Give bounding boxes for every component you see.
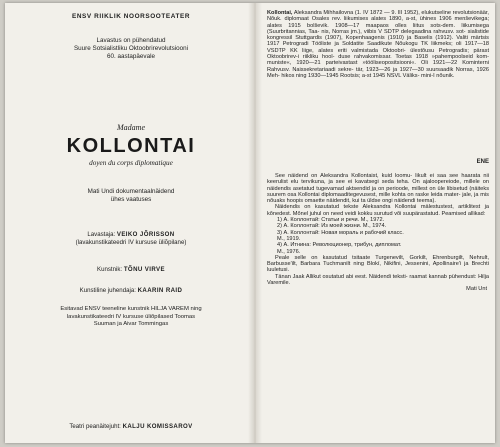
genre-line: Mati Undi dokumentaalnäidend — [87, 188, 175, 195]
source-item: 4) А. Итнина: Революционер, трибун, дипломат. — [277, 242, 402, 249]
source-item: 3) А. Коллонтай: Новая мораль и рабочий класс. — [277, 229, 404, 236]
notes-line: näidendis asetatud tugevamad aktsendid ja on perioode, — [267, 185, 410, 192]
notes-line: likult ei saa see haarata nii keerulist elu tervikuna, ja see — [267, 173, 490, 186]
artist-name: TÕNU VIRVE — [123, 266, 165, 273]
biography-line: olles liitus sots-dem. liikumisega (Suurbritannias, Taa- — [267, 22, 489, 35]
play-title: KOLLONTAI — [66, 135, 196, 157]
quotes-line: ning Blokí, Nikifini, Jessenini, Apollinaire'i ja Brechti — [353, 261, 489, 268]
biography-line: ülestõusu Petrogradis; pärast Oktoobrirev-i riikliku hool- — [267, 47, 489, 61]
chief-director-credit — [17, 423, 245, 431]
notes-line: veidi kokku surutud või suupärastatud. Peamised allikad: — [344, 210, 486, 217]
theatre-name: ENSV RIIKLIK NOORSOOTEATER — [71, 13, 191, 20]
biography-entry — [267, 10, 489, 79]
source-item: М., 1919. — [277, 235, 301, 242]
biography-line: muniste«, 1920—21 parteivastast »tööliseopositsiooni«. Oli — [267, 60, 428, 67]
performers-line: Esitavad ENSV teeneline kunstnik HILJA VAREM ning — [60, 306, 202, 312]
biography-line: Osales rev. liikumises alates 1890, a-st, ühines 1906 — [311, 16, 452, 23]
thanks-paragraph — [267, 274, 489, 287]
notes-line: ei kavatsegi seda teha. On ajaloopereiode, millele on — [347, 179, 489, 186]
director-note: (lavakunstikateedri IV kursuse üliõpilane) — [75, 239, 187, 246]
notes-line: Näidendis on kasutatud tekste Aleksandra Kollontai — [275, 204, 417, 211]
notes-paragraph — [267, 204, 489, 217]
chief-director-label: Teatri peanäitejuht: — [69, 423, 121, 430]
notes-line: mälestustest, artiklitest ja kõnedest. Mõnel juhul on need — [267, 204, 489, 217]
director-credit — [17, 231, 245, 247]
play-subtitle: doyen du corps diplomatique — [89, 159, 173, 167]
supervisor-credit — [17, 287, 245, 295]
supervisor-name: KAARIN RAID — [137, 287, 183, 294]
quotes-line: luuletusi. — [267, 267, 290, 274]
quotes-line: Peale selle on kasutatud tsitaate Turgenevilt, Gorkilt, — [275, 254, 428, 261]
thanks-line: raamat kannab pühendust: Hilja Varemile. — [267, 273, 489, 287]
notes-line: üldse ongi näidendi teema). — [367, 198, 436, 205]
encyclopedia-source: ENE — [476, 159, 489, 165]
biography-line: Tööliste ja Soldatite Saadikute Nõukogu TK liikmeks; oli — [311, 41, 462, 48]
director-label: Lavastaja: — [87, 231, 116, 238]
artist-credit — [17, 266, 245, 274]
performers-line: lavakunstikateedri IV kursuse üliõpilased Toomas — [66, 313, 196, 320]
dedication-line: Lavastus on pühendatud — [96, 37, 166, 44]
author-signature: Mati Unt — [466, 286, 487, 293]
notes-paragraph — [267, 173, 489, 204]
performers-credit — [17, 306, 245, 329]
biography-line: tär, 1923—26 ja 1927—30 suursaadik Norras, 1926 Meh- — [267, 66, 489, 79]
author-notes — [267, 173, 489, 293]
biography-line: menševikega; alates 1915 bolševik. 1908—17 maapaos — [267, 16, 490, 29]
biography-line: sialistide kongressil Stuttgardis (1907), Kopenhaagenis — [267, 28, 490, 42]
dedication-line: Suure Sotsialistliku Oktoobrirevolutsiooni — [73, 45, 189, 52]
performers-line: Suuman ja Aivar Tommingas — [93, 321, 169, 327]
source-item: 1) А. Коллонтай: Статьи и речи. М., 1972. — [277, 217, 385, 224]
chief-director-name: KALJU KOMISSAROV — [122, 423, 193, 430]
dedication-block — [17, 37, 245, 61]
title-prefix: Madame — [117, 123, 145, 132]
notes-line: See näidend on Aleksandra Kollontaist, kuid loomu- — [275, 173, 413, 179]
biography-name: Kollontai, — [267, 10, 293, 16]
genre-info — [17, 188, 245, 204]
biography-line: hikos ning 1930—1945 Rootsis; a-st 1945 NSVL Väliks- — [281, 72, 420, 79]
artist-label: Kunstnik: — [97, 266, 123, 273]
biography-line: nis, Norras jm.), viibis V SDTP delegaadina rahvusv. sot- — [321, 28, 466, 35]
quotes-line: Ehrenburgilt, Nehrult, Barbusse'ilt, Barbara Tuchmanilt — [267, 254, 490, 268]
biography-line: Aleksandra Mihhailovna (1. IV 1872 — — [293, 10, 390, 16]
biography-line: 1917—18 VSDTP KK liige, alates eriti valmistada Oktoobri- — [267, 41, 490, 54]
dedication-line: 60. aastapäevale — [107, 53, 155, 60]
quotes-paragraph — [267, 255, 489, 274]
right-page — [267, 3, 489, 443]
program-sheet — [5, 3, 495, 443]
source-item: М., 1976. — [277, 248, 301, 255]
biography-line: mini-I nõunik. — [421, 72, 455, 79]
notes-line: jale, ja mis nõuaks hoopis omaette näidendit, kui ta — [267, 191, 489, 205]
supervisor-label: Kunstiline juhendaja: — [79, 287, 136, 294]
thanks-line: Tänan Jaak Allikut osutatud abi eest. Näidendi teksti- — [275, 273, 408, 280]
page-fold — [248, 3, 262, 443]
biography-line: duse rahvakomissar. Toetas 1918 »pahempoolseid kom- — [338, 54, 489, 61]
biography-line: 9. III 1952), elukutseline revolutsionäär, Nõuk. diplomaat — [267, 10, 489, 23]
notes-line: millest on üle libisetud (näiteks suurem osa Kollontai — [267, 185, 489, 198]
left-page — [17, 3, 245, 443]
biography-line: (1910) ja Baselis (1912). Valiti märtsis 1917 Petrogradi — [267, 35, 489, 48]
notes-line: diplomaaditegevusest, mille kohta on raske leida mater- — [321, 191, 461, 198]
source-item: 2) А. Коллонтай: Из моей жизни. М., 1974. — [277, 223, 387, 230]
genre-line: ühes vaatuses — [110, 196, 152, 203]
biography-line: 1921—22 Kominterni Rahvusv. Naissekretariaadi sekre- — [267, 60, 489, 73]
director-name: VEIKO JÕRISSON — [116, 231, 175, 238]
